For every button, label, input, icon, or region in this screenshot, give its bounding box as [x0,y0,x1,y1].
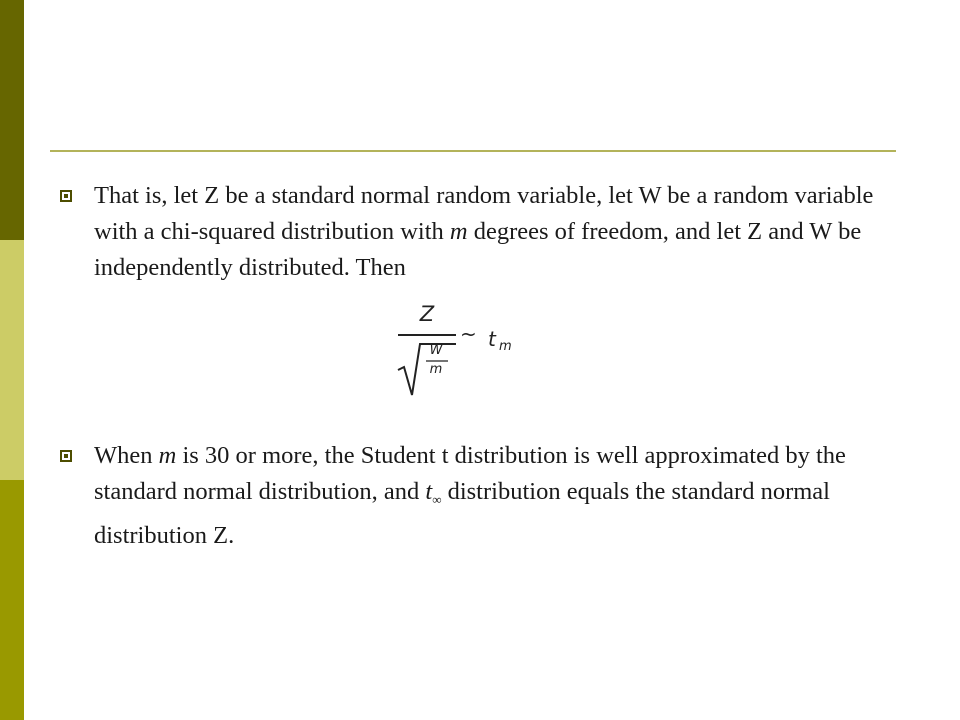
bullet-text-part: is 30 or more, the Student t distribution is well approximated by the standard normal distribution, and [94,442,846,505]
bullet-text-part: When [94,442,159,469]
title-divider [50,150,896,152]
square-bullet-icon [60,450,72,462]
square-bullet-icon [60,190,72,202]
sidebar-segment-light [0,240,24,480]
variable-m: m [449,218,468,245]
formula-numerator: Z [419,302,435,326]
distributed-as-symbol: ~ [460,322,477,346]
infinity-subscript: ∞ [432,492,442,507]
t-distribution-formula [396,302,536,402]
bullet-text [94,438,884,554]
bullet-text-part: degrees of freedom, and let Z and W be independently distributed. Then [94,218,862,281]
radicand-denominator: m [429,362,443,377]
formula-rhs-subscript: m [499,339,512,354]
radicand-numerator: W [429,343,443,358]
bullet-text-part: That is, let Z be a standard normal random variable, let W be a random variable with a chi-squared distribution with [94,182,874,245]
formula-rhs: t [488,327,496,351]
sidebar-segment-mid [0,480,24,720]
fraction-bar [398,334,456,336]
bullet-text-part: distribution equals the standard normal distribution Z. [94,478,830,549]
sidebar-stripe [0,0,24,720]
bullet-text [94,178,884,286]
sidebar-segment-dark [0,0,24,240]
variable-m: m [158,442,177,469]
variable-t: t [425,478,433,505]
